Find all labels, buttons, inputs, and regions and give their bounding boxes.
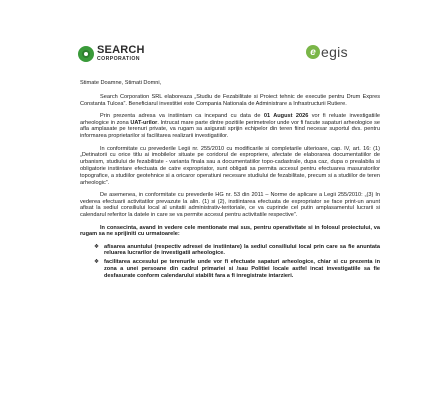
list-item <box>80 259 380 279</box>
paragraph-intro: Search Corporation SRL elaboreaza „Studiu de Fezabilitate si Proiect tehnic de executie pentru Drum Expres Constanta Tulcea”. Beneficiarul investitiei este Compania Nationala de Administrare a Infrastructurii Rutiere. <box>80 93 380 107</box>
notice-text-mid: vor fi reluate investigatiile arheologice in zona <box>80 112 381 126</box>
paragraph-law-255: In conformitate cu prevederile Legii nr. 255/2010 cu modificarile si completarile ulterioare, cap. IV, art. 16: (1) „Detinatorii cu orice titlu ai imobilelor situate pe coridorul de expropriere, afectate de elaborarea documentatiilor de urbanism, studiului de fezabilitate - varianta finala sau a documentatiilor topo-cadastrale, dupa caz, dupa o prealabila si obligatorie instiintare efectuata de catre expropriator, sunt obligati sa permita accesul pentru efectuarea masuratorilor topografice, a studiilor geotehnice si a oricaror operatiuni necesare studiului de fezabilitate, precum si a studiilor de teren arheologic”. <box>80 145 380 186</box>
egis-logo <box>306 44 348 60</box>
list-item-text: facilitarea accesului pe terenurile unde vor fi efectuate sapaturi arheologice, chiar si cu prezenta in zona a unei persoane din cadrul primariei si /sau Politiei locale astfel incat investigatiile sa fie desfasurate conform calendarului stabilit fara a fi inregistrate intarzieri. <box>104 259 380 279</box>
search-logo-word: SEARCH <box>97 44 145 56</box>
egis-logo-icon: e <box>306 45 320 59</box>
bullet-icon: ❖ <box>94 243 100 250</box>
paragraph-notice <box>80 113 380 140</box>
search-logo-sub: CORPORATION <box>97 56 140 62</box>
notice-date: 01 August 2026 <box>263 112 309 119</box>
letter-body <box>80 80 380 282</box>
list-item-text: afisarea anuntului (respectiv adresei de instiintare) la sediul consiliului local prin care sa fie anuntata reluarea lucrarilor de investigatii arheologice. <box>104 243 380 257</box>
request-list <box>80 244 380 280</box>
list-item <box>80 244 380 258</box>
paragraph-request: In consecinta, avand in vedere cele mentionate mai sus, pentru operativitate si in folosul proiectului, va rugam sa ne sprijiniti cu urmatoarele: <box>80 224 380 238</box>
notice-text-start: Prin prezenta adresa va instiintam ca incepand cu data de <box>100 112 264 119</box>
salutation: Stimate Doamne, Stimati Domni, <box>80 80 162 86</box>
search-corporation-logo-text <box>97 45 145 62</box>
notice-text-end: . Intrucat mare parte dintre pozitiile perimetrelor unde vor fi facute sapaturi arheologice se afla amplasate pe terenuri private, va rugam sa asigurati sprijin echipelor din teren fiind necesar suportul dvs. pentru informarea proprietarilor si facilitarea realizarii investigatiilor. <box>80 119 380 140</box>
bullet-icon: ❖ <box>94 259 100 266</box>
paragraph-hg-53: De asemenea, in conformitate cu prevederile HG nr. 53 din 2011 – Norme de aplicare a Legii 255/2010: „(3) In vederea efectuarii activitatilor prevazute la alin. (1) si (2), instiintarea efectuata de expropriator se face print-un anunt afisat la sediul consiliului local al unitatii administrativ-teritoriale, ce va cuprinde cel putin amplasamentul lucrarii si calendarul referitor la datele in care se va permite accesul pentru activitatile respective”. <box>80 191 380 219</box>
search-corporation-logo-icon <box>78 46 94 62</box>
notice-zone: UAT-urilor <box>130 119 158 126</box>
search-corporation-logo <box>78 45 145 62</box>
egis-logo-word: egis <box>321 44 348 60</box>
